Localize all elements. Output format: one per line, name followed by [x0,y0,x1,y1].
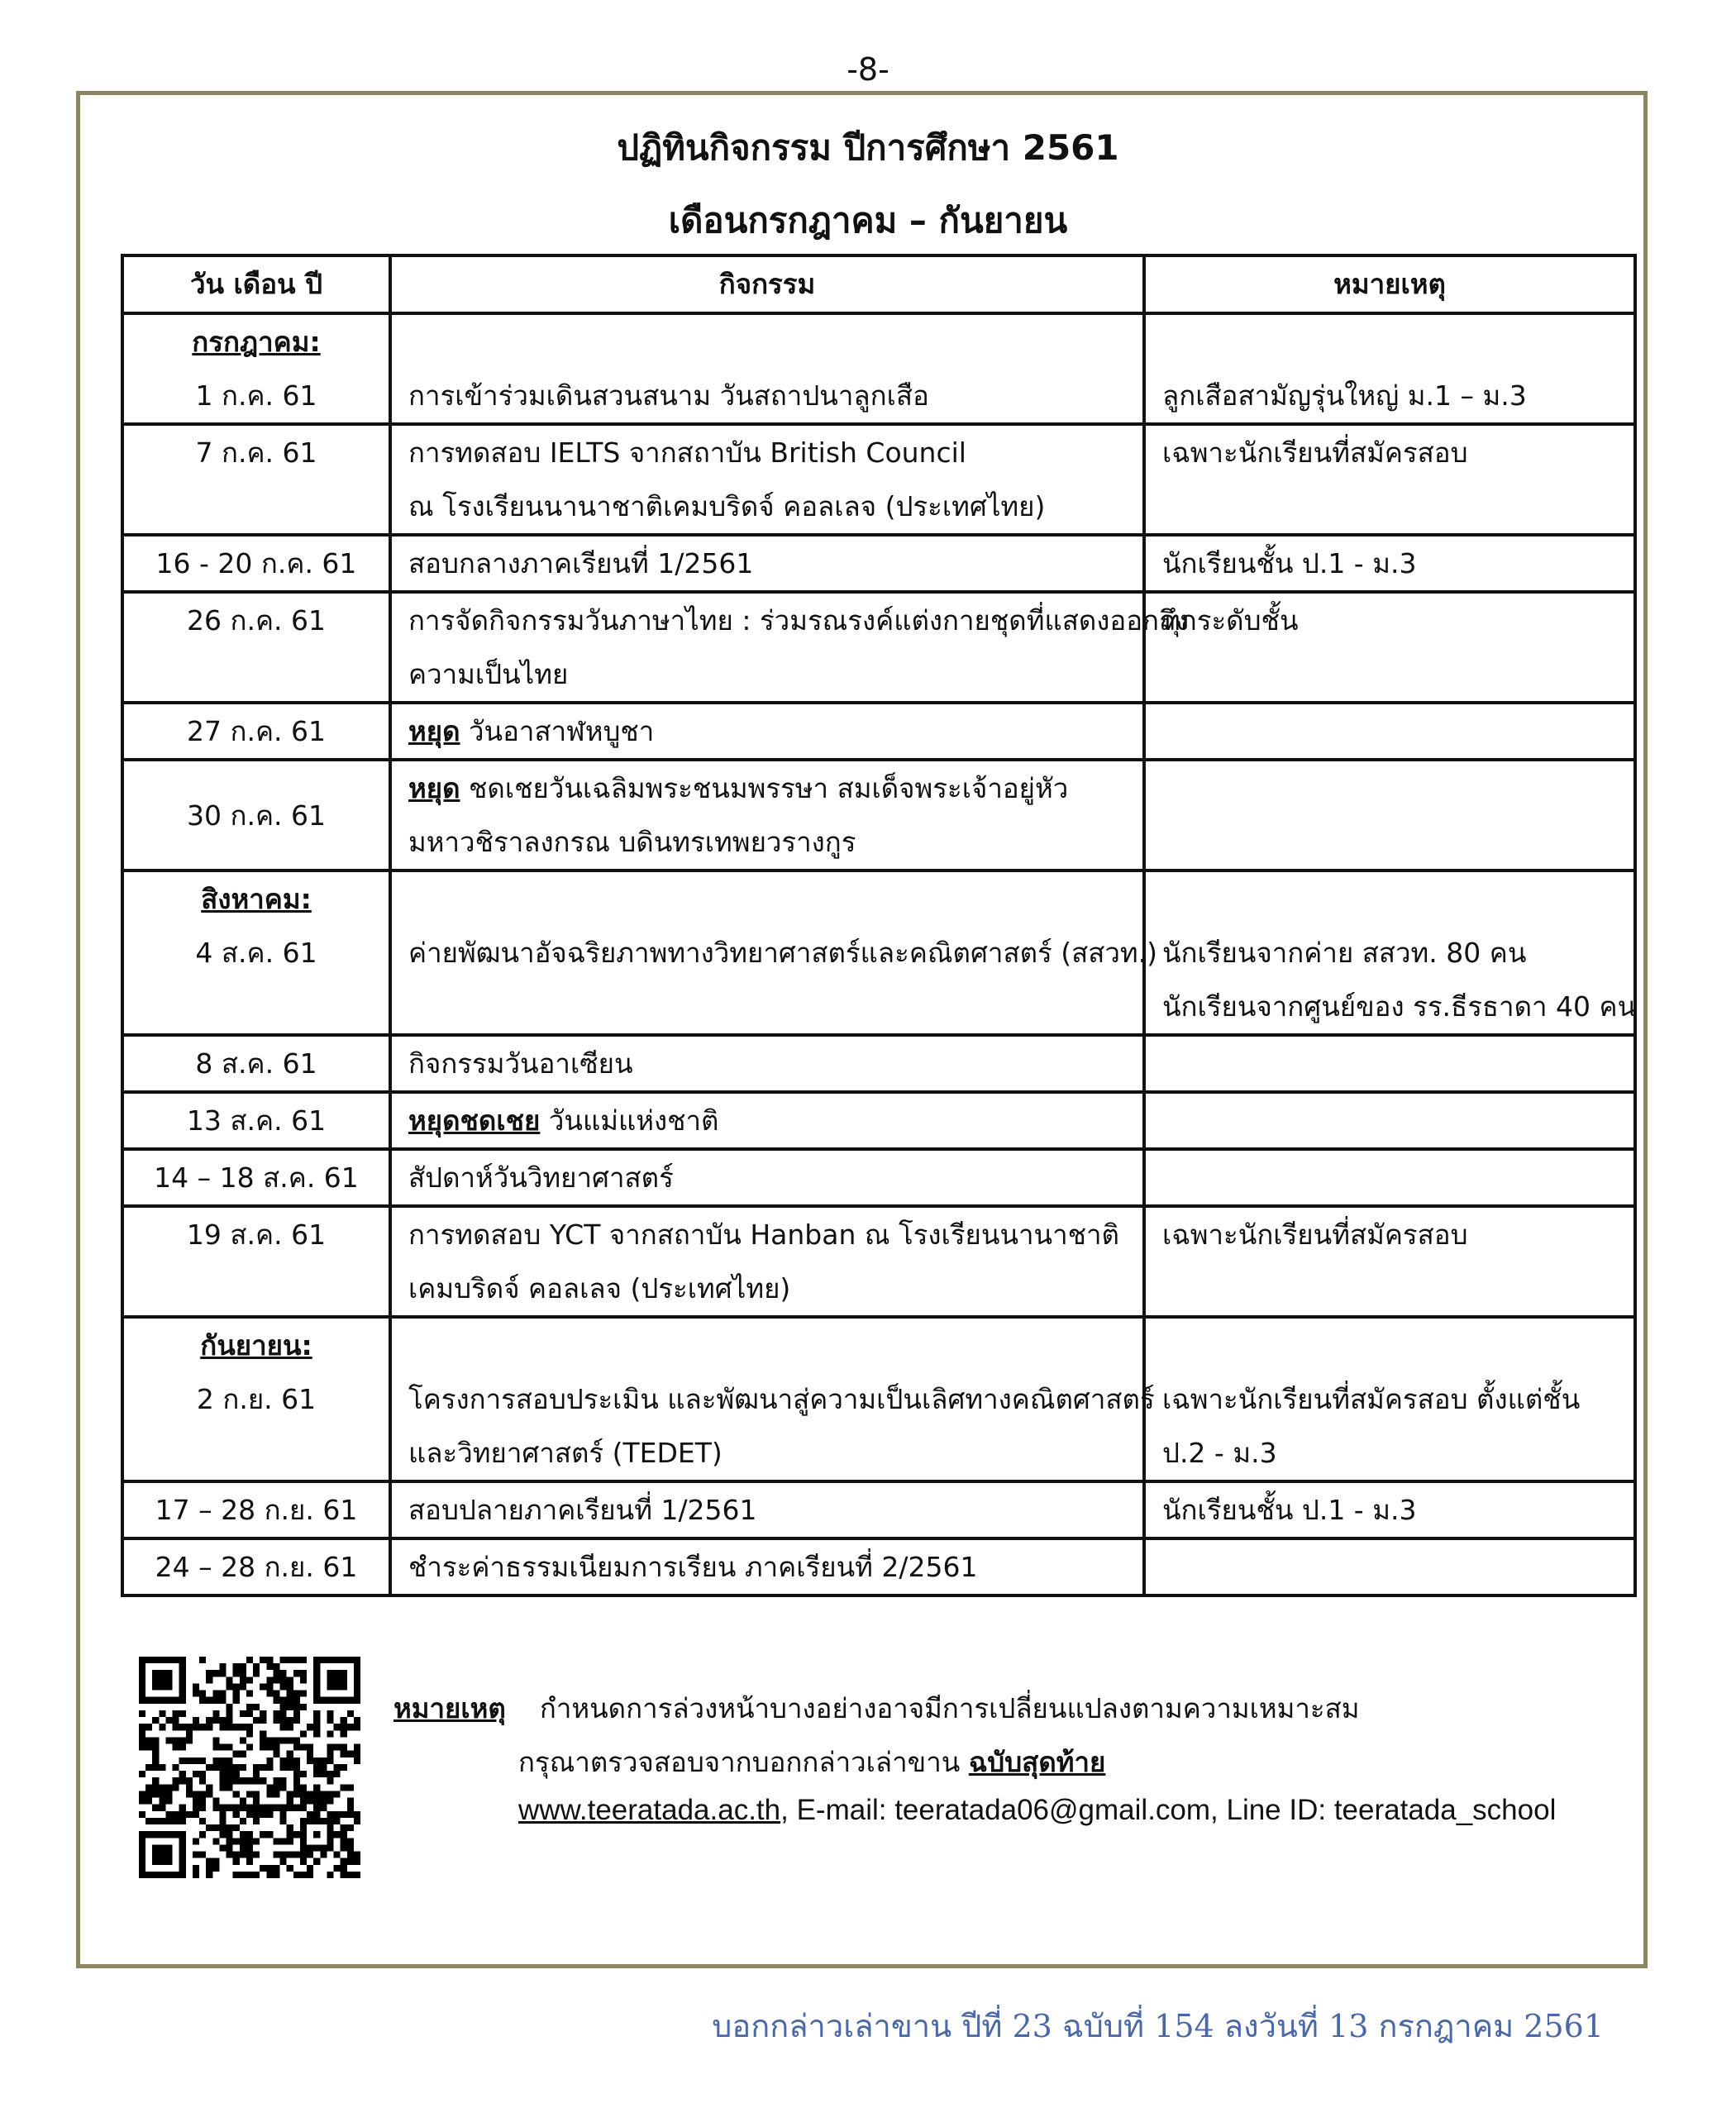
date-cell: 26 ก.ค. 61 [122,592,390,703]
note-cell [1144,1092,1635,1149]
table-row [122,1317,1635,1481]
table-row [122,760,1635,870]
note-cell [1144,1035,1635,1092]
table-row [122,313,1635,424]
holiday-label: หยุด [408,772,460,804]
table-row [122,592,1635,703]
date-cell: 13 ส.ค. 61 [122,1092,390,1149]
activity-cell: หยุดชดเชย วันแม่แห่งชาติ [390,1092,1144,1149]
notes-emphasis: ฉบับสุดท้าย [968,1746,1106,1778]
activity-cell: การทดสอบ YCT จากสถาบัน Hanban ณ โรงเรียนนานาชาติ เคมบริดจ์ คอลเลจ (ประเทศไทย) [390,1206,1144,1317]
table-row [122,870,1635,1035]
activity-cell: หยุด ชดเชยวันเฉลิมพระชนมพรรษา สมเด็จพระเจ้าอยู่หัว มหาวชิราลงกรณ บดินทรเทพยวรางกูร [390,760,1144,870]
date-cell: กรกฎาคม: 1 ก.ค. 61 [122,313,390,424]
page-title: ปฏิทินกิจกรรม ปีการศึกษา 2561 [617,127,1119,168]
activity-cell: สัปดาห์วันวิทยาศาสตร์ [390,1149,1144,1206]
table-row [122,1206,1635,1317]
header-date: วัน เดือน ปี [122,255,390,313]
holiday-label: หยุดชดเชย [408,1104,541,1137]
notes-label: หมายเหตุ [393,1692,506,1724]
month-heading: กรกฎาคม: [192,326,321,358]
activity-cell: หยุด วันอาสาฬหบูชา [390,703,1144,760]
issue-footer: บอกกล่าวเล่าขาน ปีที่ 23 ฉบับที่ 154 ลงวันที่ 13 กรกฎาคม 2561 [712,2008,1604,2044]
activity-calendar-table [121,254,1637,1597]
page-subtitle: เดือนกรกฎาคม – กันยายน [668,200,1068,241]
note-cell: นักเรียนชั้น ป.1 - ม.3 [1144,1481,1635,1538]
activity-cell: สอบกลางภาคเรียนที่ 1/2561 [390,535,1144,592]
table-header-row [122,255,1635,313]
date-cell: 14 – 18 ส.ค. 61 [122,1149,390,1206]
table-row [122,1538,1635,1595]
page-number: -8- [847,51,889,88]
table-row [122,1092,1635,1149]
note-cell: ลูกเสือสามัญรุ่นใหญ่ ม.1 – ม.3 [1144,313,1635,424]
website-link[interactable]: www.teeratada.ac.th [518,1794,781,1826]
table-row [122,1149,1635,1206]
note-cell [1144,1149,1635,1206]
date-cell: 30 ก.ค. 61 [122,760,390,870]
activity-cell: กิจกรรมวันอาเซียน [390,1035,1144,1092]
date-cell: สิงหาคม: 4 ส.ค. 61 [122,870,390,1035]
activity-cell: การทดสอบ IELTS จากสถาบัน British Council ณ โรงเรียนนานาชาติเคมบริดจ์ คอลเลจ (ประเทศไทย) [390,424,1144,535]
date-cell: 17 – 28 ก.ย. 61 [122,1481,390,1538]
activity-cell: โครงการสอบประเมิน และพัฒนาสู่ความเป็นเลิศทางคณิตศาสตร์ และวิทยาศาสตร์ (TEDET) [390,1317,1144,1481]
note-cell: เฉพาะนักเรียนที่สมัครสอบ [1144,424,1635,535]
notes-line-1: กำหนดการล่วงหน้าบางอย่างอาจมีการเปลี่ยนแปลงตามความเหมาะสม [539,1692,1360,1724]
table-row [122,1481,1635,1538]
qr-code-icon [139,1657,360,1878]
note-cell: ทุกระดับชั้น [1144,592,1635,703]
notes-line-2: กรุณาตรวจสอบจากบอกกล่าวเล่าขาน [518,1746,969,1778]
activity-cell: สอบปลายภาคเรียนที่ 1/2561 [390,1481,1144,1538]
date-cell: 27 ก.ค. 61 [122,703,390,760]
note-cell [1144,760,1635,870]
note-cell [1144,1538,1635,1595]
date-cell: 19 ส.ค. 61 [122,1206,390,1317]
note-cell [1144,703,1635,760]
note-cell: นักเรียนชั้น ป.1 - ม.3 [1144,535,1635,592]
month-heading: สิงหาคม: [201,883,312,915]
note-cell: นักเรียนจากค่าย สสวท. 80 คน นักเรียนจากศูนย์ของ รร.ธีรธาดา 40 คน [1144,870,1635,1035]
month-heading: กันยายน: [200,1329,312,1362]
table-row [122,1035,1635,1092]
activity-cell: การเข้าร่วมเดินสวนสนาม วันสถาปนาลูกเสือ [390,313,1144,424]
table-row [122,424,1635,535]
note-cell: เฉพาะนักเรียนที่สมัครสอบ ตั้งแต่ชั้น ป.2 - ม.3 [1144,1317,1635,1481]
activity-cell: ชำระค่าธรรมเนียมการเรียน ภาคเรียนที่ 2/2561 [390,1538,1144,1595]
activity-cell: การจัดกิจกรรมวันภาษาไทย : ร่วมรณรงค์แต่งกายชุดที่แสดงออกถึง ความเป็นไทย [390,592,1144,703]
date-cell: 8 ส.ค. 61 [122,1035,390,1092]
table-row [122,535,1635,592]
header-activity: กิจกรรม [390,255,1144,313]
date-cell: 7 ก.ค. 61 [122,424,390,535]
date-cell: 24 – 28 ก.ย. 61 [122,1538,390,1595]
contact-info: , E-mail: teeratada06@gmail.com, Line ID: teeratada_school [780,1794,1557,1826]
activity-cell: ค่ายพัฒนาอัจฉริยภาพทางวิทยาศาสตร์และคณิตศาสตร์ (สสวท.) [390,870,1144,1035]
note-cell: เฉพาะนักเรียนที่สมัครสอบ [1144,1206,1635,1317]
date-cell: กันยายน: 2 ก.ย. 61 [122,1317,390,1481]
holiday-label: หยุด [408,715,460,747]
date-cell: 16 - 20 ก.ค. 61 [122,535,390,592]
table-row [122,703,1635,760]
header-note: หมายเหตุ [1144,255,1635,313]
